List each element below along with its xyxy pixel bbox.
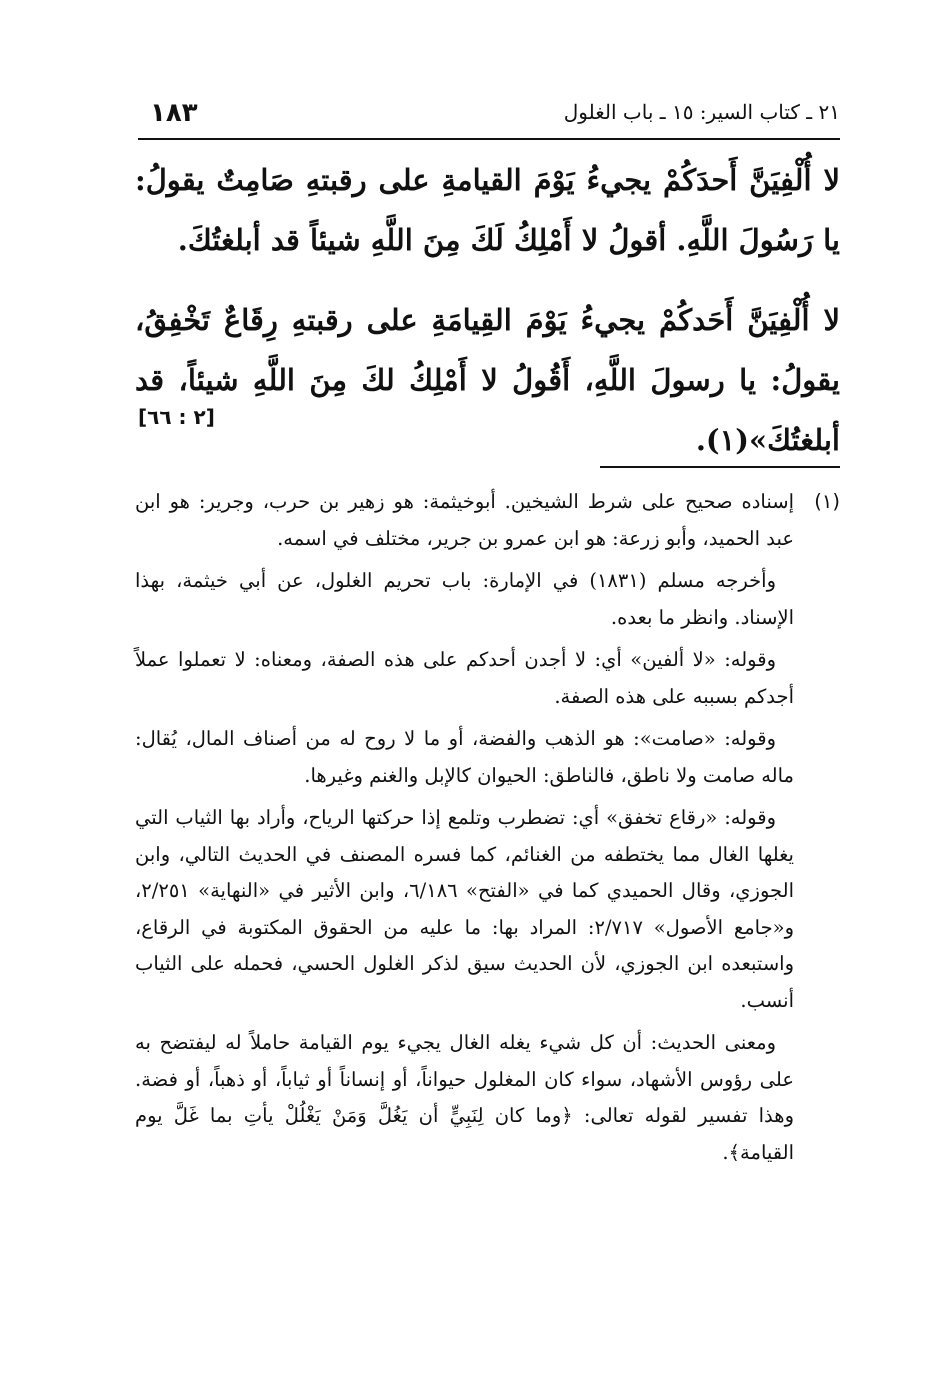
footnote [135, 484, 840, 1171]
footnote-paragraph: ومعنى الحديث: أن كل شيء يغله الغال يجيء يوم القيامة حاملاً له ليفتضح به على رؤوس الأشهاد، سواء كان المغلول حيواناً، أو إنساناً أو ثياباً، أو ذهباً، أو فضة. وهذا تفسير لقوله تعالى: ﴿وما كان لِنَبِيٍّ أن يَغُلَّ وَمَنْ يَغْلُلْ يأتِ بما غَلَّ يوم القيامة﴾. [135, 1031, 794, 1164]
chapter-title: ٢١ ـ كتاب السير: ١٥ ـ باب الغلول [563, 100, 840, 124]
footnote-body [135, 484, 840, 1171]
footnote-paragraph: وقوله: «صامت»: هو الذهب والفضة، أو ما لا روح له من أصناف المال، يُقال: ماله صامت ولا ناطق، فالناطق: الحيوان كالإبل والغنم وغيرها. [135, 727, 794, 787]
hadith-paragraph-2: لا أُلْفِيَنَّ أَحَدكُمْ يجيءُ يَوْمَ القِيامَةِ على رقبتهِ رِقَاعٌ تَخْفِقُ، يقولُ: يا رسولَ اللَّهِ، أَقُولُ لا أَمْلِكُ لكَ مِنَ اللَّهِ شيئاً، قد أبلغتُكَ»(١). [135, 303, 840, 457]
hadith-paragraph-1: لا أُلْفِيَنَّ أَحدَكُمْ يجيءُ يَوْمَ القيامةِ على رقبتهِ صَامِتٌ يقولُ: يا رَسُولَ اللَّهِ. أقولُ لا أَمْلِكُ لَكَ مِنَ اللَّهِ شيئاً قد أبلغتُكَ. [135, 163, 840, 257]
page-number: ١٨٣ [150, 98, 198, 128]
footnote-divider [600, 466, 840, 468]
hadith-reference: [٢ : ٦٦] [138, 405, 215, 429]
footnote-paragraph: إسناده صحيح على شرط الشيخين. أبوخيثمة: هو زهير بن حرب، وجرير: هو ابن عبد الحميد، وأبو زرعة: هو ابن عمرو بن جرير، مختلف في اسمه. [135, 490, 794, 550]
footnote-number: (١) [814, 490, 840, 513]
footnote-paragraph: وأخرجه مسلم (١٨٣١) في الإمارة: باب تحريم الغلول، عن أبي خيثمة، بهذا الإسناد. وانظر ما بعده. [135, 569, 794, 629]
footnote-paragraph: وقوله: «رقاع تخفق» أي: تضطرب وتلمع إذا حركتها الرياح، وأراد بها الثياب التي يغلها الغال مما يختطفه من الغنائم، كما فسره المصنف في الحديث التالي، وابن الجوزي، وقال الحميدي كما في «الفتح» ٦/١٨٦، وابن الأثير في «النهاية» ٢/٢٥١، و«جامع الأصول» ٢/٧١٧: المراد بها: ما عليه من الحقوق المكتوبة في الرقاع، واستبعده ابن الجوزي، لأن الحديث سيق لذكر الغلول الحسي، فحمله على الثياب أنسب. [135, 806, 794, 1012]
footnote-paragraph: وقوله: «لا ألفين» أي: لا أجدن أحدكم على هذه الصفة، ومعناه: لا تعملوا عملاً أجدكم بسببه على هذه الصفة. [135, 648, 794, 708]
header-divider [138, 138, 840, 140]
running-head [138, 98, 840, 132]
